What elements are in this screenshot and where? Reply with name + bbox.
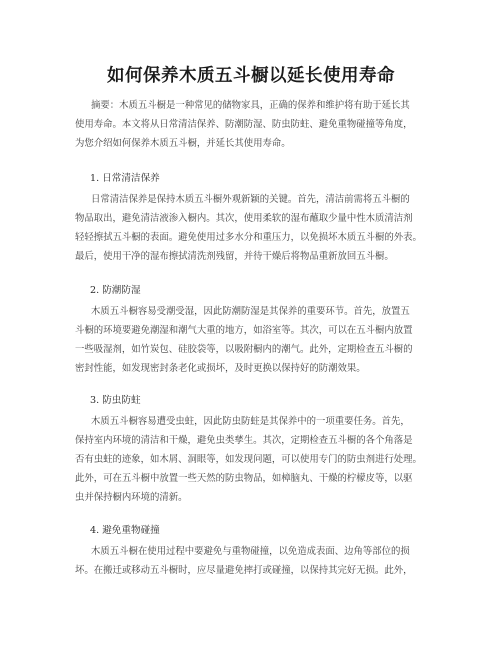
paragraph-line: 密封性能，如发现密封条老化或损坏，及时更换以保持好的防潮效果。 <box>75 363 366 374</box>
section-body <box>75 412 435 507</box>
paragraph-line: 轻轻擦拭五斗橱的表面。避免使用过多水分和重压力，以免损坏木质五斗橱的外表。 <box>75 232 422 243</box>
abstract-line: 使用寿命。本文将从日常清洁保养、防潮防湿、防虫防蛀、避免重物碰撞等角度， <box>75 119 413 130</box>
paragraph-line: 保持室内环境的清洁和干燥，避免虫类孳生。其次，定期检查五斗橱的各个角落是 <box>75 435 413 446</box>
paragraph-line: 木质五斗橱在使用过程中要避免与重物碰撞，以免造成表面、边角等部位的损 <box>91 546 410 557</box>
paragraph-line: 木质五斗橱容易遭受虫蛀，因此防虫防蛀是其保养中的一项重要任务。首先， <box>91 416 410 427</box>
section-heading: 1. 日常清洁保养 <box>90 173 160 184</box>
abstract-line: 为您介绍如何保养木质五斗橱，并延长其使用寿命。 <box>75 138 291 149</box>
paragraph-line: 斗橱的环境要避免潮湿和潮气大重的地方，如浴室等。其次，可以在五斗橱内放置 <box>75 325 413 336</box>
abstract-line: 摘要：木质五斗橱是一种常见的储物家具，正确的保养和维护将有助于延长其 <box>91 100 410 111</box>
section-body <box>75 542 435 580</box>
section-heading: 2. 防潮防湿 <box>90 285 141 296</box>
paragraph-line: 木质五斗橱容易受潮受湿，因此防潮防湿是其保养的重要环节。首先，放置五 <box>91 306 410 317</box>
paragraph-line: 日常清洁保养是保持木质五斗橱外观新颖的关键。首先，清洁前需将五斗橱的 <box>91 194 410 205</box>
section-heading: 3. 防虫防蛀 <box>90 395 141 406</box>
abstract <box>75 96 435 153</box>
paragraph-line: 此外，可在五斗橱中放置一些天然的防虫物品，如樟脑丸、干燥的柠檬皮等，以驱 <box>75 473 413 484</box>
paragraph-line: 物品取出，避免清洁液渗入橱内。其次，使用柔软的湿布蘸取少量中性木质清洁剂 <box>75 213 413 224</box>
document-title: 如何保养木质五斗橱以延长使用寿命 <box>107 66 395 86</box>
section-body <box>75 302 435 378</box>
paragraph-line: 一些吸湿剂，如竹炭包、硅胶袋等，以吸附橱内的潮气。此外，定期检查五斗橱的 <box>75 344 413 355</box>
paragraph-line: 最后，使用干净的湿布擦拭清洗剂残留，并待干燥后将物品重新放回五斗橱。 <box>75 251 394 262</box>
section-body <box>75 190 435 266</box>
paragraph-line: 虫并保持橱内环境的清新。 <box>75 492 188 503</box>
paragraph-line: 否有虫蛀的迹象，如木屑、洞眼等，如发现问题，可以使用专门的防虫剂进行处理。 <box>75 454 422 465</box>
section-heading: 4. 避免重物碰撞 <box>90 525 160 536</box>
paragraph-line: 坏。在搬迁或移动五斗橱时，应尽量避免摔打或碰撞，以保持其完好无损。此外， <box>75 565 413 576</box>
